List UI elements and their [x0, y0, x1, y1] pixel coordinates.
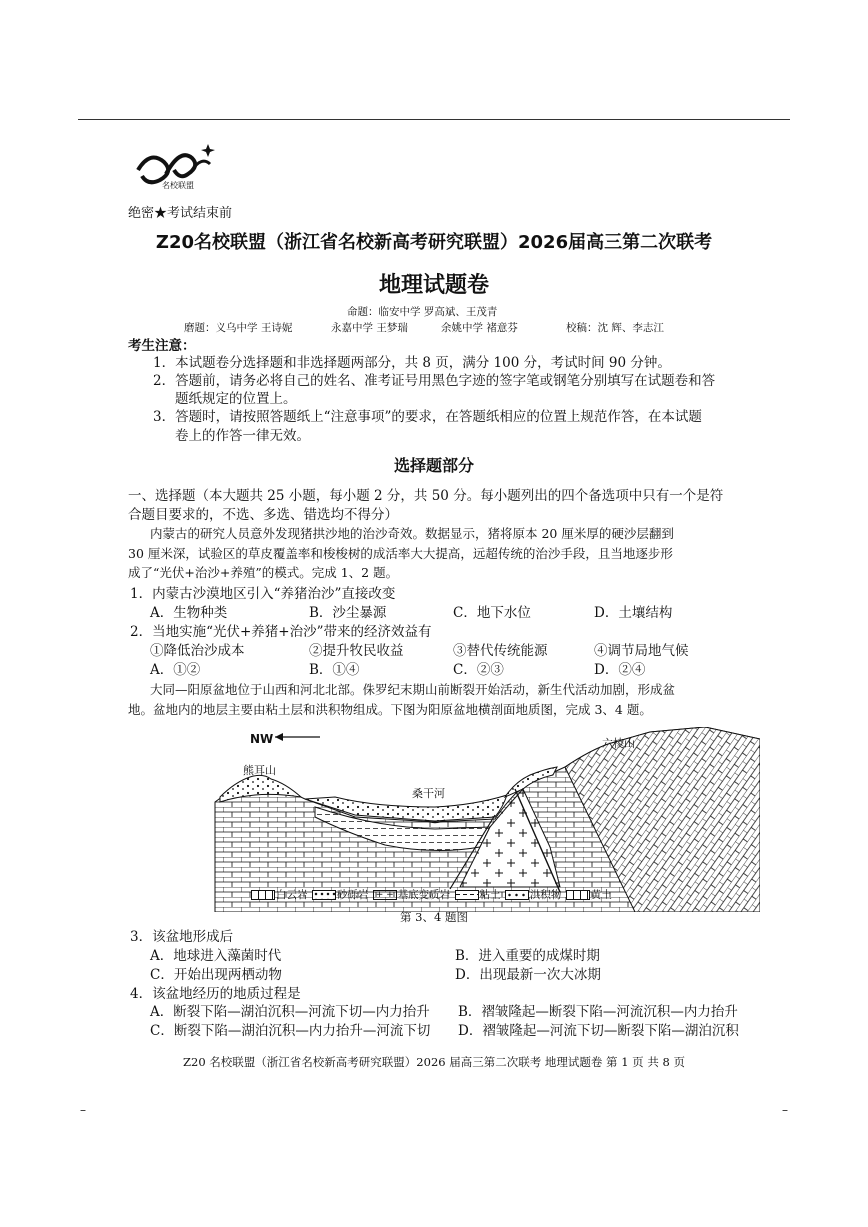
question-3-option-a: A．地球进入藻菌时代 [150, 948, 282, 964]
reviewer-3: 余姚中学 褚意芬 [441, 322, 518, 334]
legend-loess: 黄土 [590, 889, 612, 901]
question-2-option-b: B．①④ [309, 662, 360, 678]
legend-sandstone: 砂砾岩 [336, 889, 369, 901]
passage-2-line-1: 大同—阳原盆地位于山西和河北北部。侏罗纪末期山前断裂开始活动，新生代活动加剧，形成盆 [150, 682, 676, 697]
passage-1-line-2: 30 厘米深，试验区的草皮覆盖率和梭梭树的成活率大大提高，远超传统的治沙手段，且当地逐步形 [128, 546, 673, 561]
direction-label: NW [250, 732, 274, 746]
reviewer-2: 永嘉中学 王梦瑞 [331, 322, 408, 334]
logo-text: 名校联盟 [162, 181, 194, 190]
legend-swatch-loess [566, 890, 590, 900]
legend-swatch-flood-deposit [505, 890, 529, 900]
question-4-option-d: D．褶皱隆起—河流下切—断裂下陷—湖泊沉积 [458, 1023, 739, 1039]
question-1-option-d: D．土壤结构 [594, 605, 673, 621]
question-4-option-c: C．断裂下陷—湖泊沉积—内力抬升—河流下切 [150, 1023, 431, 1039]
reviewer-1: 磨题：义乌中学 王诗妮 [184, 322, 293, 334]
legend-swatch-dolomite [251, 890, 275, 900]
basin-cross-section [205, 727, 760, 912]
section-intro-cont: 合题目要求的，不选、多选、错选均不得分） [128, 507, 398, 523]
passage-2-line-2: 地。盆地内的地层主要由粘土层和洪积物组成。下图为阳原盆地横剖面地质图，完成 3、4 题。 [128, 702, 652, 717]
question-2-stem: 2．当地实施“光伏+养猪+治沙”带来的经济效益有 [130, 624, 432, 640]
section-title: 选择题部分 [393, 456, 474, 475]
question-1-option-b: B．沙尘暴源 [309, 605, 387, 621]
proposer: 命题：临安中学 罗高斌、王茂青 [347, 306, 498, 318]
label-liuleng-mountain: 六棱山 [602, 737, 635, 750]
legend-dolomite: 白云岩 [276, 889, 308, 901]
footer-dash-left: – [80, 1103, 86, 1117]
question-2-item-2: ②提升牧民收益 [309, 643, 404, 659]
question-4-option-b: B．褶皱隆起—断裂下陷—河流沉积—内力抬升 [458, 1004, 738, 1020]
top-rule [78, 119, 790, 120]
question-2-item-1: ①降低治沙成本 [150, 643, 245, 659]
question-3-option-c: C．开始出现两栖动物 [150, 967, 282, 983]
legend-clay: 粘土 [479, 889, 501, 901]
page-footer: Z20 名校联盟（浙江省名校新高考研究联盟）2026 届高三第二次联考 地理试题卷 第 1 页 共 8 页 [183, 1055, 685, 1069]
label-xiong-er-mountain: 熊耳山 [243, 764, 276, 777]
note-2: 2．答题前，请务必将自己的姓名、准考证号用黑色字迹的签字笔或钢笔分别填写在试题卷和答 [153, 373, 716, 389]
question-2-item-3: ③替代传统能源 [453, 643, 548, 659]
passage-1-line-1: 内蒙古的研究人员意外发现猪拱沙地的治沙奇效。数据显示，猪将原本 20 厘米厚的硬沙层翻到 [150, 526, 674, 541]
legend-flood-deposit: 洪积物 [529, 889, 562, 901]
question-3-option-b: B．进入重要的成煤时期 [455, 948, 600, 964]
question-3-stem: 3．该盆地形成后 [130, 929, 234, 945]
legend-basement: 基底变质岩 [397, 889, 451, 901]
figure-legend [250, 887, 612, 902]
legend-swatch-sandstone [312, 890, 336, 900]
question-2-option-a: A．①② [150, 662, 201, 678]
question-1-stem: 1．内蒙古沙漠地区引入“养猪治沙”直接改变 [130, 586, 396, 602]
note-3-cont: 卷上的作答一律无效。 [175, 428, 310, 444]
notes-heading: 考生注意： [128, 338, 196, 354]
north-west-arrow [275, 733, 320, 741]
confidential-label: 绝密★考试结束前 [128, 206, 233, 221]
paper-subtitle: 地理试题卷 [378, 273, 489, 298]
section-intro: 一、选择题（本大题共 25 小题，每小题 2 分，共 50 分。每小题列出的四个备选项中只有一个是符 [128, 488, 724, 504]
note-1: 1．本试题卷分选择题和非选择题两部分，共 8 页，满分 100 分，考试时间 90 分钟。 [153, 355, 671, 371]
question-3-option-d: D．出现最新一次大冰期 [455, 967, 601, 983]
legend-swatch-clay [455, 890, 479, 900]
question-4-stem: 4．该盆地经历的地质过程是 [130, 986, 301, 1002]
note-3: 3．答题时，请按照答题纸上“注意事项”的要求，在答题纸相应的位置上规范作答，在本试题 [153, 409, 702, 425]
proofreaders: 校稿：沈 辉、李志江 [566, 322, 664, 334]
question-2-option-c: C．②③ [453, 662, 504, 678]
passage-1-line-3: 成了“光伏+治沙+养殖”的模式。完成 1、2 题。 [128, 565, 399, 580]
exam-title: Z20名校联盟（浙江省名校新高考研究联盟）2026届高三第二次联考 [155, 232, 713, 253]
question-1-option-a: A．生物种类 [150, 605, 228, 621]
footer-dash-right: – [782, 1103, 788, 1117]
legend-swatch-basement: + + [373, 890, 397, 900]
question-2-option-d: D．②④ [594, 662, 646, 678]
label-sanggan-river: 桑干河 [412, 787, 445, 800]
question-2-item-4: ④调节局地气候 [594, 643, 689, 659]
question-1-option-c: C．地下水位 [453, 605, 531, 621]
question-4-option-a: A．断裂下陷—湖泊沉积—河流下切—内力抬升 [150, 1004, 430, 1020]
figure-caption: 第 3、4 题图 [400, 910, 468, 924]
note-2-cont: 题纸规定的位置上。 [175, 391, 297, 407]
